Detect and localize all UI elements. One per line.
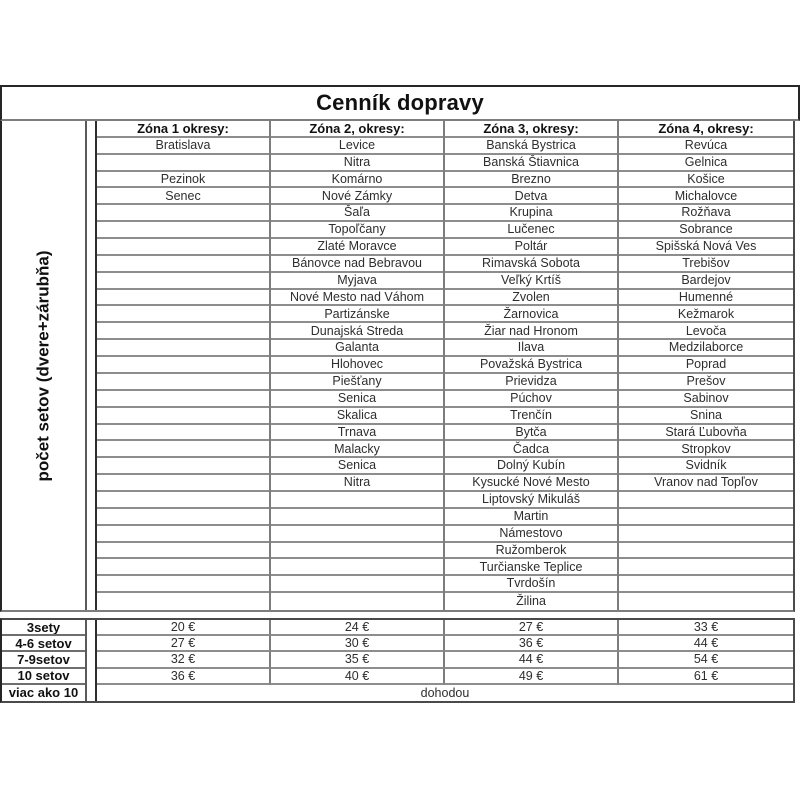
zone-4-city-cell: Sobrance bbox=[619, 222, 793, 239]
page-title: Cenník dopravy bbox=[0, 85, 800, 121]
zone-3-city-cell: Ružomberok bbox=[445, 543, 617, 560]
zone-2-header: Zóna 2, okresy: bbox=[271, 121, 443, 138]
zone-2-city-cell: Zlaté Moravce bbox=[271, 239, 443, 256]
zone-1-city-cell bbox=[97, 290, 269, 307]
zone-2-city-cell bbox=[271, 509, 443, 526]
zone-3-city-cell: Turčianske Teplice bbox=[445, 559, 617, 576]
zone-3-city-cell: Krupina bbox=[445, 205, 617, 222]
zone-4-city-cell: Humenné bbox=[619, 290, 793, 307]
zone-3-city-cell: Kysucké Nové Mesto bbox=[445, 475, 617, 492]
zone-2-city-cell: Komárno bbox=[271, 172, 443, 189]
price-cell: 32 € bbox=[97, 652, 271, 668]
zone-2-city-cell: Nitra bbox=[271, 155, 443, 172]
zone-1-city-cell bbox=[97, 205, 269, 222]
zone-2-city-cell: Senica bbox=[271, 391, 443, 408]
zone-4-city-cell: Prešov bbox=[619, 374, 793, 391]
pricing-label-viac-ako-10: viac ako 10 bbox=[8, 685, 79, 701]
zone-3-city-cell: Bytča bbox=[445, 425, 617, 442]
zone-1-city-cell bbox=[97, 357, 269, 374]
zone-2-city-cell: Nitra bbox=[271, 475, 443, 492]
zone-2-city-cell bbox=[271, 576, 443, 593]
zone-1-city-cell: Bratislava bbox=[97, 138, 269, 155]
zone-4-city-cell bbox=[619, 576, 793, 593]
zone-2-city-cell bbox=[271, 526, 443, 543]
zone-2-city-cell: Malacky bbox=[271, 441, 443, 458]
price-cell: 49 € bbox=[445, 669, 619, 685]
zone-1-header: Zóna 1 okresy: bbox=[97, 121, 269, 138]
zone-1-city-cell bbox=[97, 593, 269, 610]
zone-3-city-cell: Rimavská Sobota bbox=[445, 256, 617, 273]
zone-1-column bbox=[97, 121, 271, 610]
zone-1-city-cell bbox=[97, 559, 269, 576]
zone-4-city-cell: Gelnica bbox=[619, 155, 793, 172]
zone-2-city-cell: Myjava bbox=[271, 273, 443, 290]
zone-4-city-cell: Revúca bbox=[619, 138, 793, 155]
price-cell: 20 € bbox=[97, 620, 271, 636]
zone-2-column bbox=[271, 121, 445, 610]
zone-4-city-cell: Kežmarok bbox=[619, 306, 793, 323]
zone-3-city-cell: Banská Štiavnica bbox=[445, 155, 617, 172]
zone-1-city-cell bbox=[97, 576, 269, 593]
pricing-label-3sety: 3sety bbox=[2, 620, 85, 636]
zone-1-city-cell bbox=[97, 425, 269, 442]
zone-2-city-cell: Nové Zámky bbox=[271, 188, 443, 205]
zone-1-city-cell bbox=[97, 273, 269, 290]
zone-3-city-cell: Čadca bbox=[445, 441, 617, 458]
zone-2-city-cell: Piešťany bbox=[271, 374, 443, 391]
zone-4-city-cell: Stará Ľubovňa bbox=[619, 425, 793, 442]
zone-3-city-cell: Námestovo bbox=[445, 526, 617, 543]
zone-4-city-cell: Poprad bbox=[619, 357, 793, 374]
zone-2-city-cell bbox=[271, 492, 443, 509]
zone-4-city-cell bbox=[619, 509, 793, 526]
zone-4-city-cell: Vranov nad Topľov bbox=[619, 475, 793, 492]
zone-4-city-cell: Spišská Nová Ves bbox=[619, 239, 793, 256]
zone-4-city-cell: Trebišov bbox=[619, 256, 793, 273]
pricing-section bbox=[0, 618, 795, 703]
zone-1-city-cell bbox=[97, 509, 269, 526]
zone-1-city-cell bbox=[97, 441, 269, 458]
zone-1-city-cell bbox=[97, 374, 269, 391]
price-cell: 40 € bbox=[271, 669, 445, 685]
zone-3-city-cell: Liptovský Mikuláš bbox=[445, 492, 617, 509]
zone-4-city-cell: Košice bbox=[619, 172, 793, 189]
zone-3-city-cell: Martin bbox=[445, 509, 617, 526]
zone-3-city-cell: Žiar nad Hronom bbox=[445, 323, 617, 340]
price-cell: 44 € bbox=[445, 652, 619, 668]
price-cell: 27 € bbox=[97, 636, 271, 652]
pricing-grid bbox=[97, 620, 793, 701]
zone-4-city-cell: Michalovce bbox=[619, 188, 793, 205]
zone-2-city-cell: Skalica bbox=[271, 408, 443, 425]
zone-2-city-cell: Topoľčany bbox=[271, 222, 443, 239]
zone-3-city-cell: Prievidza bbox=[445, 374, 617, 391]
zone-3-city-cell: Považská Bystrica bbox=[445, 357, 617, 374]
zone-1-city-cell bbox=[97, 408, 269, 425]
side-label-column bbox=[2, 121, 87, 610]
zone-1-city-cell bbox=[97, 458, 269, 475]
zone-3-city-cell: Tvrdošín bbox=[445, 576, 617, 593]
zone-2-city-cell: Galanta bbox=[271, 340, 443, 357]
spacer-column bbox=[87, 620, 97, 701]
zone-2-city-cell: Hlohovec bbox=[271, 357, 443, 374]
price-cell: 35 € bbox=[271, 652, 445, 668]
price-cell: 36 € bbox=[445, 636, 619, 652]
zone-3-city-cell: Žarnovica bbox=[445, 306, 617, 323]
zone-4-city-cell bbox=[619, 593, 793, 610]
price-cell: 30 € bbox=[271, 636, 445, 652]
zone-3-city-cell: Púchov bbox=[445, 391, 617, 408]
zone-2-city-cell: Nové Mesto nad Váhom bbox=[271, 290, 443, 307]
zone-1-city-cell bbox=[97, 475, 269, 492]
pricing-label-10-setov: 10 setov bbox=[2, 669, 85, 685]
zone-4-city-cell: Bardejov bbox=[619, 273, 793, 290]
price-cell: 54 € bbox=[619, 652, 793, 668]
zone-1-city-cell bbox=[97, 155, 269, 172]
zone-3-city-cell: Zvolen bbox=[445, 290, 617, 307]
zone-1-city-cell bbox=[97, 391, 269, 408]
zone-2-city-cell: Šaľa bbox=[271, 205, 443, 222]
zone-4-city-cell bbox=[619, 526, 793, 543]
zone-4-city-cell: Stropkov bbox=[619, 441, 793, 458]
zone-1-city-cell bbox=[97, 306, 269, 323]
price-cell: 44 € bbox=[619, 636, 793, 652]
zone-1-city-cell bbox=[97, 492, 269, 509]
zone-2-city-cell: Dunajská Streda bbox=[271, 323, 443, 340]
zone-4-city-cell bbox=[619, 543, 793, 560]
zone-1-city-cell: Senec bbox=[97, 188, 269, 205]
zone-4-city-cell: Svidník bbox=[619, 458, 793, 475]
zone-3-city-cell: Žilina bbox=[516, 594, 546, 609]
zone-4-city-cell: Sabinov bbox=[619, 391, 793, 408]
side-label: počet setov (dvere+zárubňa) bbox=[33, 250, 53, 481]
price-cell: 36 € bbox=[97, 669, 271, 685]
pricing-row-labels bbox=[2, 620, 87, 701]
zone-2-city-cell: Senica bbox=[271, 458, 443, 475]
zone-3-city-cell: Banská Bystrica bbox=[445, 138, 617, 155]
zone-2-city-cell: Levice bbox=[271, 138, 443, 155]
zone-3-city-cell: Poltár bbox=[445, 239, 617, 256]
zone-1-city-cell bbox=[97, 340, 269, 357]
price-cell: 27 € bbox=[445, 620, 619, 636]
zone-4-city-cell: Snina bbox=[619, 408, 793, 425]
zone-3-header: Zóna 3, okresy: bbox=[445, 121, 617, 138]
pricing-label-7-9setov: 7-9setov bbox=[2, 652, 85, 668]
zone-2-city-cell bbox=[271, 593, 443, 610]
zone-1-city-cell bbox=[97, 256, 269, 273]
zone-1-city-cell: Pezinok bbox=[97, 172, 269, 189]
zone-1-city-cell bbox=[97, 323, 269, 340]
zone-2-city-cell: Trnava bbox=[271, 425, 443, 442]
zone-4-column bbox=[619, 121, 793, 610]
zone-3-city-cell: Trenčín bbox=[445, 408, 617, 425]
pricing-label-4-6-setov: 4-6 setov bbox=[2, 636, 85, 652]
price-cell: 24 € bbox=[271, 620, 445, 636]
zone-3-column bbox=[445, 121, 619, 610]
negotiable-cell: dohodou bbox=[420, 685, 470, 700]
price-cell: 61 € bbox=[619, 669, 793, 685]
zone-4-city-cell bbox=[619, 559, 793, 576]
spacer-column bbox=[87, 121, 97, 610]
zone-1-city-cell bbox=[97, 239, 269, 256]
zones-section bbox=[0, 121, 795, 612]
zone-3-city-cell: Ilava bbox=[445, 340, 617, 357]
zones-grid bbox=[97, 121, 793, 610]
zone-4-city-cell bbox=[619, 492, 793, 509]
zone-4-city-cell: Medzilaborce bbox=[619, 340, 793, 357]
zone-1-city-cell bbox=[97, 543, 269, 560]
zone-4-city-cell: Levoča bbox=[619, 323, 793, 340]
zone-1-city-cell bbox=[97, 526, 269, 543]
price-cell: 33 € bbox=[619, 620, 793, 636]
zone-2-city-cell: Partizánske bbox=[271, 306, 443, 323]
zone-3-city-cell: Lučenec bbox=[445, 222, 617, 239]
zone-1-city-cell bbox=[97, 222, 269, 239]
zone-2-city-cell bbox=[271, 543, 443, 560]
zone-2-city-cell: Bánovce nad Bebravou bbox=[271, 256, 443, 273]
zone-3-city-cell: Brezno bbox=[445, 172, 617, 189]
zone-4-header: Zóna 4, okresy: bbox=[619, 121, 793, 138]
zone-4-city-cell: Rožňava bbox=[619, 205, 793, 222]
zone-3-city-cell: Veľký Krtíš bbox=[445, 273, 617, 290]
zone-2-city-cell bbox=[271, 559, 443, 576]
zone-3-city-cell: Dolný Kubín bbox=[445, 458, 617, 475]
zone-3-city-cell: Detva bbox=[445, 188, 617, 205]
